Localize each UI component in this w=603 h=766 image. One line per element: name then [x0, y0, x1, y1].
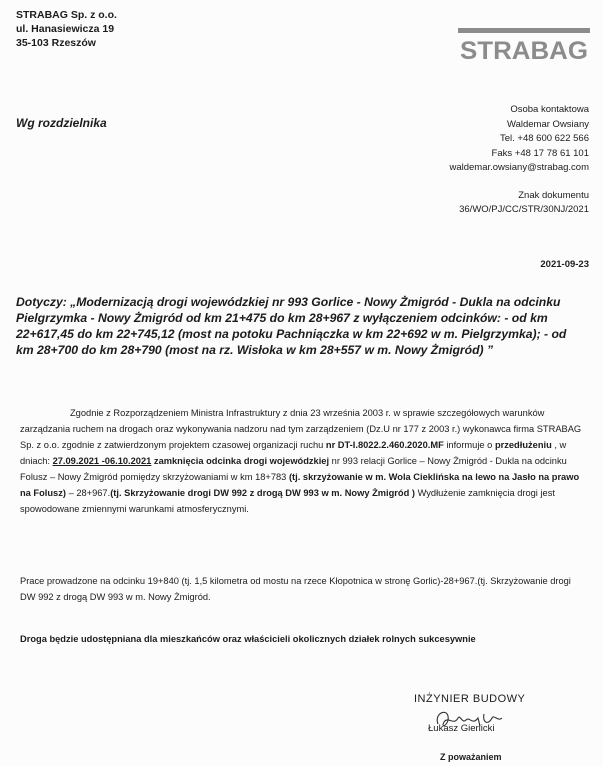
p1-on-dates: , w dniach:: [20, 440, 567, 466]
contact-fax: Faks +48 17 78 61 101: [491, 147, 589, 159]
contact-name: Waldemar Owsiany: [506, 118, 589, 130]
paragraph-2: Prace prowadzone na odcinku 19+840 (tj. 1,5 kilometra od mostu na rzece Kłopotnica w stronę Gorlic)-28+967.(tj. Skrzyżowanie drogi DW 992 z drogą DW 993 w m. Nowy Żmigród.: [20, 576, 571, 602]
paragraph-3: Droga będzie udostępniana dla mieszkańców oraz właścicieli okolicznych działek rolnych sukcesywnie: [20, 634, 476, 644]
recipient: Wg rozdzielnika: [16, 116, 107, 130]
strabag-logo: [458, 28, 590, 64]
closing-regards: Z poważaniem: [440, 752, 502, 762]
sender-address: [16, 8, 117, 50]
paragraph-1: [20, 405, 588, 517]
p1-doc-number: nr DT-I.8022.2.460.2020.MF: [325, 440, 444, 450]
p1-closure: zamknięcia odcinka drogi wojewódzkiej: [153, 456, 330, 466]
logo-text: STRABAG: [460, 37, 588, 64]
contact-block: [449, 103, 589, 176]
contact-label: Osoba kontaktowa: [510, 104, 589, 115]
p1-end-km: – 28+967.: [68, 488, 111, 498]
document-reference: [459, 189, 589, 217]
subject-line: Dotyczy: „Modernizacją drogi wojewódzkiej nr 993 Gorlice - Nowy Żmigród - Dukla na odcinku Pielgrzymka - Nowy Żmigród od km 21+475 do km 28+967 z wyłączeniem odcinków: - od km 22+617,45 do km 22+745,12 (most na potoku Pachniączka w km 22+692 w m. Pielgrzymka); - od km 28+700 do km 28+790 (most na rz. Wisłoka w km 28+557 w m. Nowy Żmigród) ”: [16, 295, 567, 357]
p1-extension: przedłużeniu: [494, 440, 552, 450]
p1-dates: 27.09.2021 -06.10.2021: [52, 456, 152, 466]
p1-intro: Zgodnie z Rozporządzeniem Ministra Infrastruktury z dnia 23 września 2003 r. w sprawie szczegółowych warunków zarządzania ruchem na drogach oraz wykonywania nadzoru nad tym zarządzeniem (Dz.U nr 177 z 2003 r.) wykonawca firma STRABAG Sp. z o.o. zgodnie z zatwierdzonym projektem czasowej organizacji ruchu: [20, 408, 582, 450]
sender-street: ul. Hanasiewicza 19: [16, 23, 115, 35]
engineer-name: Łukasz Gierlicki: [428, 723, 495, 734]
p1-route: nr 993 relacji Gorlice – Nowy Żmigród - Dukla na odcinku Folusz – Nowy Żmigród pomiędzy skrzyżowaniami w km 18+783: [20, 456, 567, 482]
sender-name: STRABAG Sp. z o.o.: [16, 9, 117, 21]
letter-date: 2021-09-23: [540, 259, 589, 270]
p1-reason: Wydłużenie zamknięcia drogi jest spowodowane zmiennymi warunkami atmosferycznymi.: [20, 488, 555, 514]
p1-informs: informuje o: [446, 440, 493, 450]
p1-junction-1: (tj. skrzyżowanie w m. Wola Cieklińska na lewo na Jasło na prawo na Folusz): [20, 472, 580, 498]
engineer-title: INŻYNIER BUDOWY: [414, 693, 526, 705]
contact-email: waldemar.owsiany@strabag.com: [449, 162, 589, 173]
p1-junction-2: (tj. Skrzyżowanie drogi DW 992 z drogą DW 993 w m. Nowy Żmigród ): [110, 488, 415, 498]
sender-city: 35-103 Rzeszów: [16, 37, 96, 49]
doc-ref-value: 36/WO/PJ/CC/STR/30NJ/2021: [459, 204, 589, 215]
doc-ref-label: Znak dokumentu: [518, 190, 589, 201]
contact-tel: Tel. +48 600 622 566: [499, 133, 589, 144]
